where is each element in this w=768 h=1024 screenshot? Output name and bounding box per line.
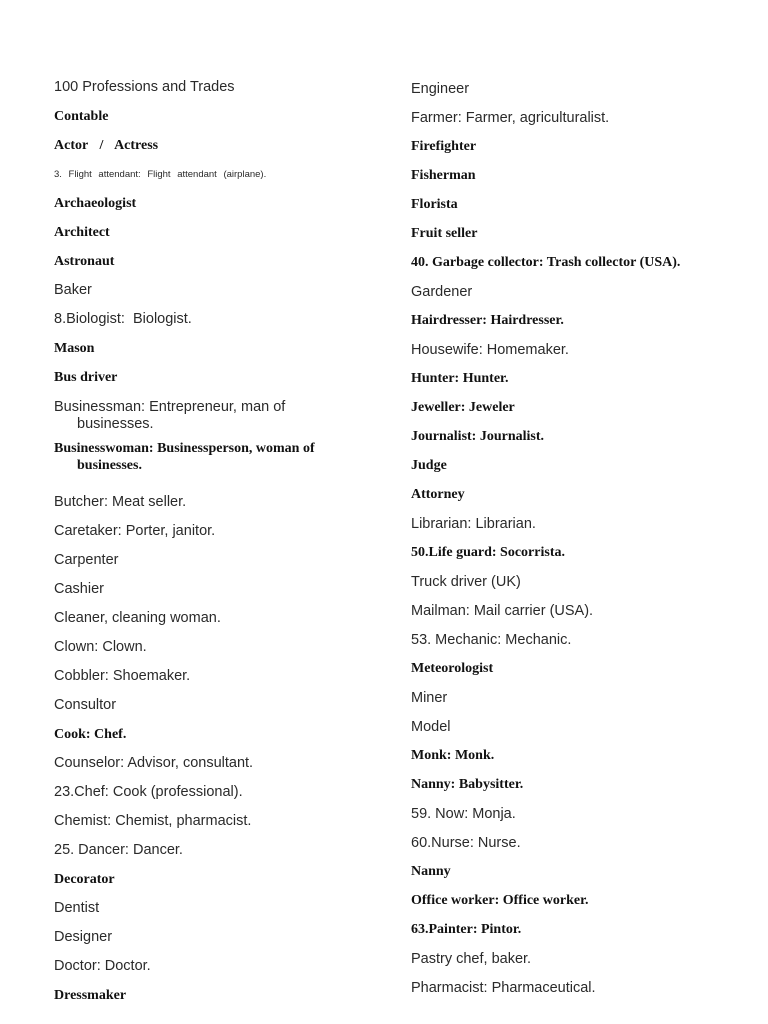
list-item: Cook: Chef. (54, 727, 127, 742)
right-column (411, 73, 741, 1001)
list-item: Judge (411, 458, 447, 473)
list-item: Actor / Actress (54, 138, 159, 153)
list-item: 50.Life guard: Socorrista. (411, 545, 565, 560)
list-item: Fisherman (411, 168, 476, 183)
list-item: 59. Now: Monja. (411, 806, 516, 822)
list-item: Cleaner, cleaning woman. (54, 610, 221, 626)
list-item: Architect (54, 225, 110, 240)
list-item: Firefighter (411, 139, 477, 154)
list-item: Miner (411, 690, 448, 706)
list-item: Bus driver (54, 370, 118, 385)
list-item: Truck driver (UK) (411, 574, 521, 590)
list-item: Dressmaker (54, 988, 127, 1003)
list-item: 3. Flight attendant: Flight attendant (airplane). (54, 169, 267, 180)
list-item: Archaeologist (54, 196, 137, 211)
list-item: Model (411, 719, 451, 735)
list-item: Nanny (411, 864, 451, 879)
list-item: Hunter: Hunter. (411, 371, 509, 386)
left-column (54, 73, 374, 1010)
list-item: Gardener (411, 284, 473, 300)
list-item: Counselor: Advisor, consultant. (54, 755, 254, 771)
list-item: Librarian: Librarian. (411, 516, 536, 532)
list-item: Mason (54, 341, 95, 356)
list-item: Baker (54, 282, 92, 298)
list-item: Businessman: Entrepreneur, man of businesses. (54, 399, 286, 432)
list-item: Pastry chef, baker. (411, 951, 532, 967)
list-item: 8.Biologist: Biologist. (54, 311, 192, 327)
list-item: Fruit seller (411, 226, 478, 241)
list-item: Nanny: Babysitter. (411, 777, 524, 792)
list-item: Florista (411, 197, 458, 212)
list-item: Carpenter (54, 552, 119, 568)
list-item: Mailman: Mail carrier (USA). (411, 603, 594, 619)
list-item: Attorney (411, 487, 465, 502)
list-item: 53. Mechanic: Mechanic. (411, 632, 572, 648)
document-title: 100 Professions and Trades (54, 79, 235, 95)
list-item: Decorator (54, 872, 115, 887)
list-item: Farmer: Farmer, agriculturalist. (411, 110, 610, 126)
list-item: Office worker: Office worker. (411, 893, 589, 908)
list-item: Journalist: Journalist. (411, 429, 545, 444)
list-item: Chemist: Chemist, pharmacist. (54, 813, 252, 829)
list-item: 25. Dancer: Dancer. (54, 842, 183, 858)
list-item: 60.Nurse: Nurse. (411, 835, 521, 851)
list-item: Contable (54, 109, 109, 124)
list-item: 23.Chef: Cook (professional). (54, 784, 243, 800)
list-item: Caretaker: Porter, janitor. (54, 523, 216, 539)
list-item: Hairdresser: Hairdresser. (411, 313, 564, 328)
list-item: 63.Painter: Pintor. (411, 922, 522, 937)
list-item: Pharmacist: Pharmaceutical. (411, 980, 596, 996)
list-item: Meteorologist (411, 661, 494, 676)
list-item: Clown: Clown. (54, 639, 147, 655)
list-item: Consultor (54, 697, 117, 713)
list-item: Engineer (411, 81, 470, 97)
list-item: Businesswoman: Businessperson, woman of businesses. (54, 441, 315, 473)
list-item: Astronaut (54, 254, 115, 269)
list-item: Butcher: Meat seller. (54, 494, 187, 510)
list-item: 40. Garbage collector: Trash collector (USA). (411, 255, 681, 270)
list-item: Doctor: Doctor. (54, 958, 151, 974)
list-item: Housewife: Homemaker. (411, 342, 569, 358)
list-item: Monk: Monk. (411, 748, 495, 763)
list-item: Cobbler: Shoemaker. (54, 668, 191, 684)
list-item: Dentist (54, 900, 100, 916)
list-item: Cashier (54, 581, 104, 597)
list-item: Jeweller: Jeweler (411, 400, 515, 415)
list-item: Designer (54, 929, 113, 945)
